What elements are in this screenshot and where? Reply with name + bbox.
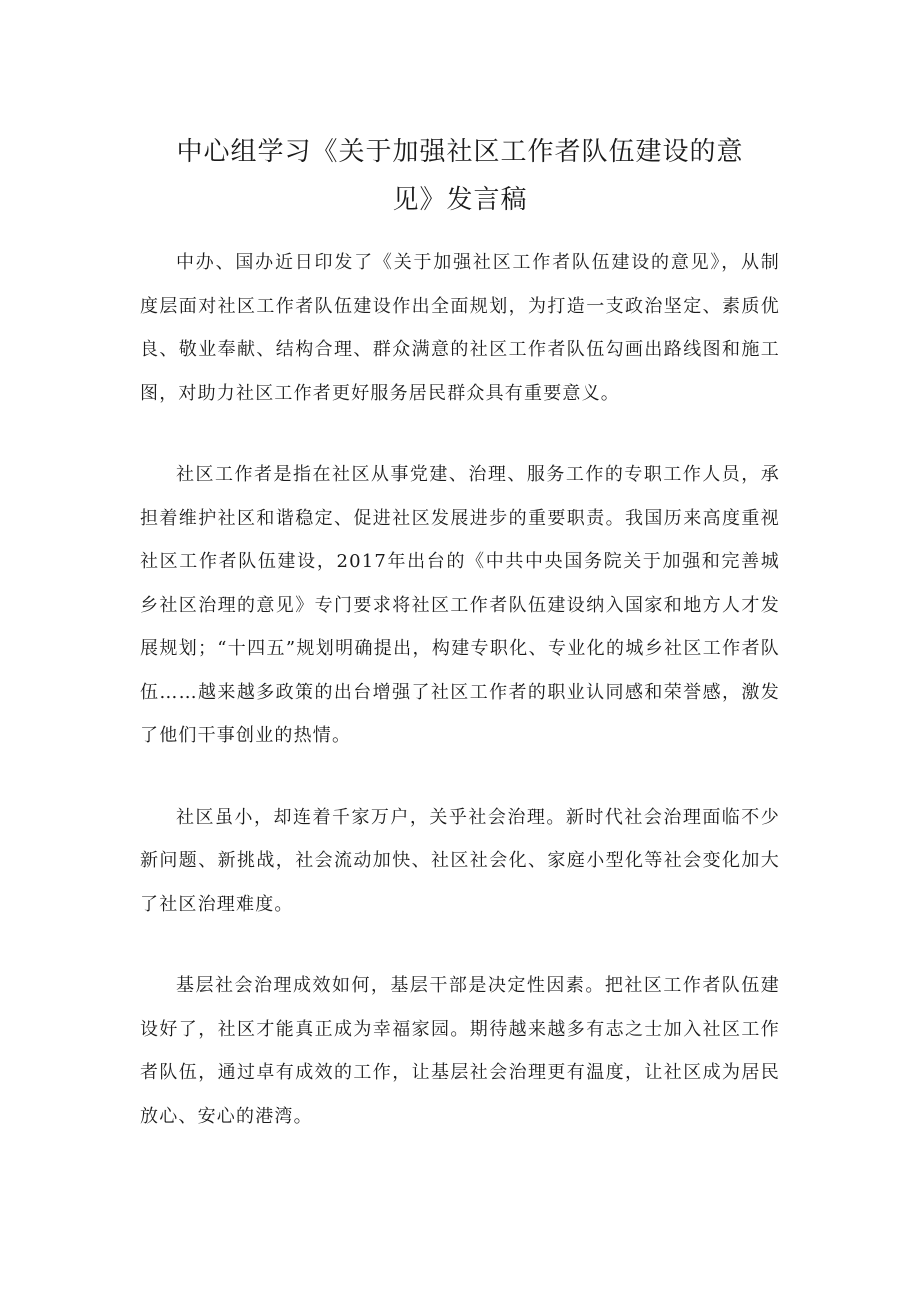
paragraph-3: 社区虽小，却连着千家万户，关乎社会治理。新时代社会治理面临不少新问题、新挑战，社会流动加快、社区社会化、家庭小型化等社会变化加大了社区治理难度。 [140, 806, 780, 915]
paragraph-1: 中办、国办近日印发了《关于加强社区工作者队伍建设的意见》，从制度层面对社区工作者队伍建设作出全面规划，为打造一支政治坚定、素质优良、敬业奉献、结构合理、群众满意的社区工作者队伍勾画出路线图和施工图，对助力社区工作者更好服务居民群众具有重要意义。 [140, 252, 780, 404]
title-line-1: 中心组学习《关于加强社区工作者队伍建设的意 [176, 137, 744, 167]
document-title [140, 128, 780, 224]
title-line-2: 见》发言稿 [392, 185, 528, 215]
document-body [140, 241, 780, 1176]
paragraph-2: 社区工作者是指在社区从事党建、治理、服务工作的专职工作人员，承担着维护社区和谐稳定、促进社区发展进步的重要职责。我国历来高度重视社区工作者队伍建设，2017年出台的《中共中央国务院关于加强和完善城乡社区治理的意见》专门要求将社区工作者队伍建设纳入国家和地方人才发展规划；“十四五”规划明确提出，构建专职化、专业化的城乡社区工作者队伍……越来越多政策的出台增强了社区工作者的职业认同感和荣誉感，激发了他们干事创业的热情。 [140, 464, 780, 746]
paragraph-4: 基层社会治理成效如何，基层干部是决定性因素。把社区工作者队伍建设好了，社区才能真正成为幸福家园。期待越来越多有志之士加入社区工作者队伍，通过卓有成效的工作，让基层社会治理更有温度，让社区成为居民放心、安心的港湾。 [140, 975, 780, 1127]
